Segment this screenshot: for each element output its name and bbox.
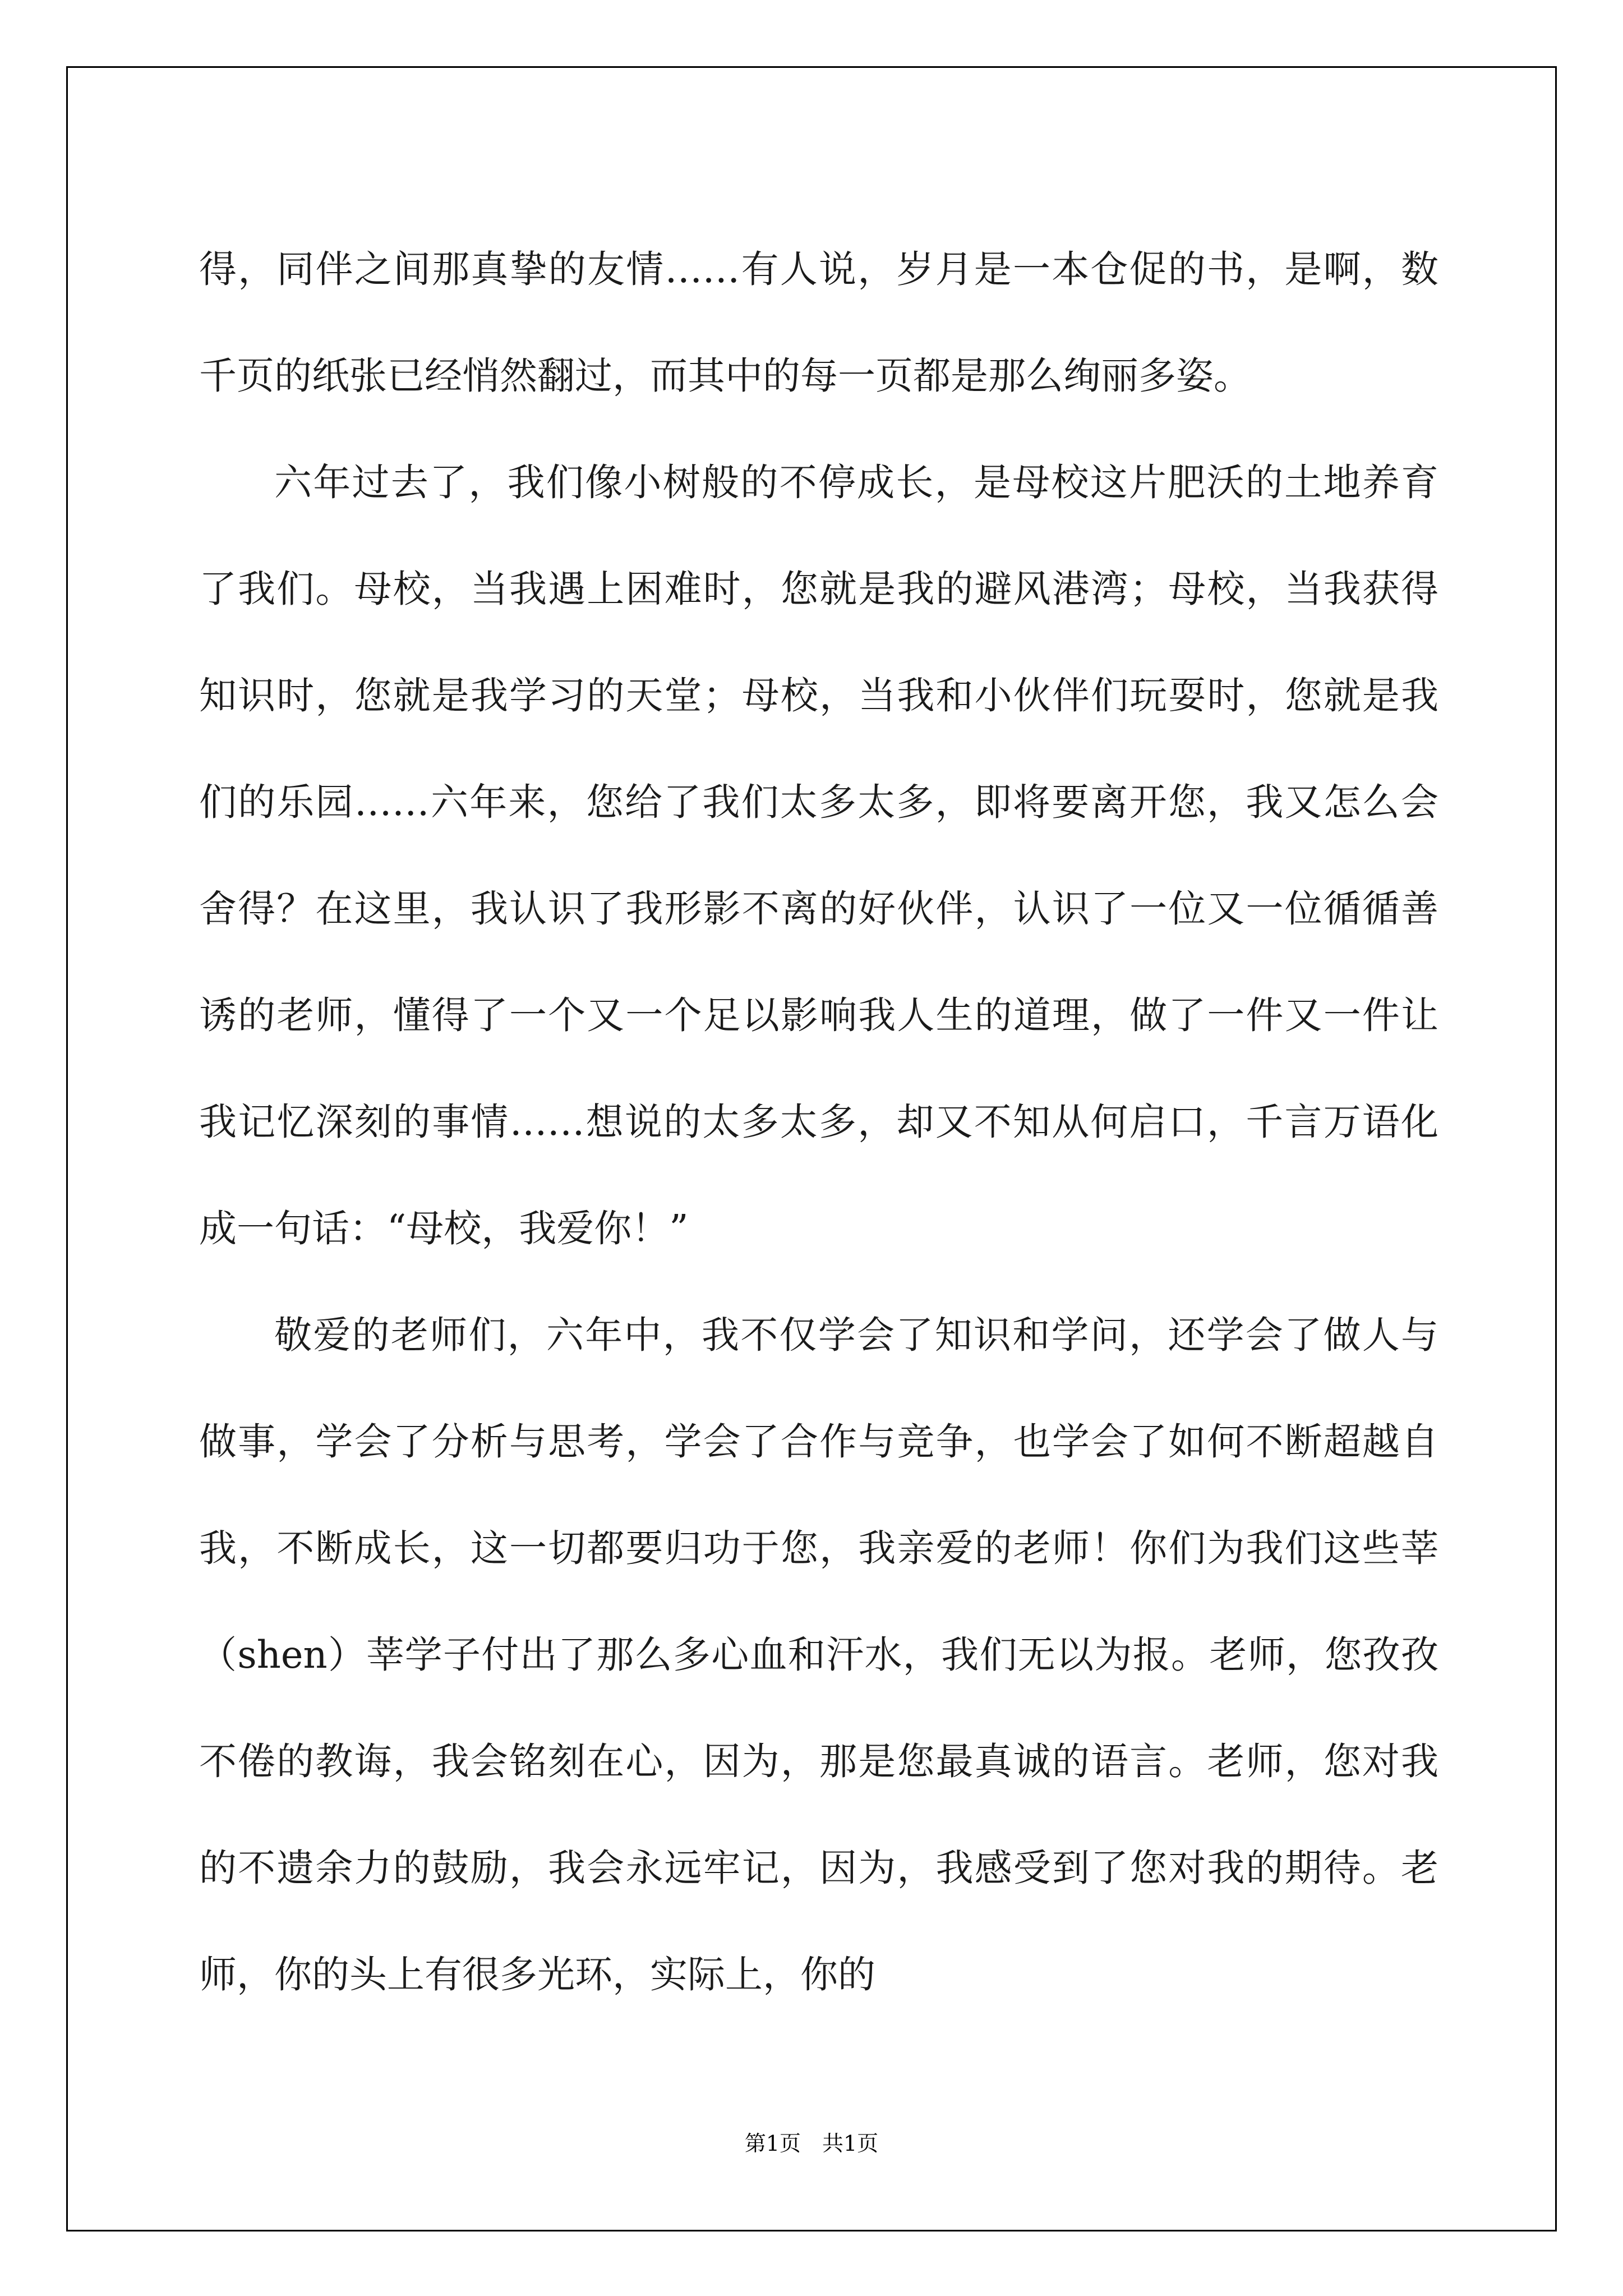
paragraph-3: 敬爱的老师们，六年中，我不仅学会了知识和学问，还学会了做人与做事，学会了分析与思考，学会了合作与竞争，也学会了如何不断超越自我，不断成长，这一切都要归功于您，我亲爱的老师！你们为我们这些莘（shen）莘学子付出了那么多心血和汗水，我们无以为报。老师，您孜孜不倦的教诲，我会铭刻在心，因为，那是您最真诚的语言。老师，您对我的不遗余力的鼓励，我会永远牢记，因为，我感受到了您对我的期待。老师，你的头上有很多光环，实际上，你的 (199, 1313, 1438, 1996)
paragraph-2: 六年过去了，我们像小树般的不停成长，是母校这片肥沃的土地养育了我们。母校，当我遇上困难时，您就是我的避风港湾；母校，当我获得知识时，您就是我学习的天堂；母校，当我和小伙伴们玩耍时，您就是我们的乐园……六年来，您给了我们太多太多，即将要离开您，我又怎么会舍得？在这里，我认识了我形影不离的好伙伴，认识了一位又一位循循善诱的老师，懂得了一个又一个足以影响我人生的道理，做了一件又一件让我记忆深刻的事情……想说的太多太多，却又不知从何启口，千言万语化成一句话：“母校，我爱你！” (199, 461, 1438, 1250)
page-total: 共1页 (822, 2131, 879, 2156)
paragraph-1: 得，同伴之间那真挚的友情……有人说，岁月是一本仓促的书，是啊，数千页的纸张已经悄然翻过，而其中的每一页都是那么绚丽多姿。 (199, 247, 1438, 398)
page-number: 第1页 (744, 2131, 801, 2156)
page-footer (0, 2126, 1623, 2157)
document-body (199, 216, 1438, 2028)
